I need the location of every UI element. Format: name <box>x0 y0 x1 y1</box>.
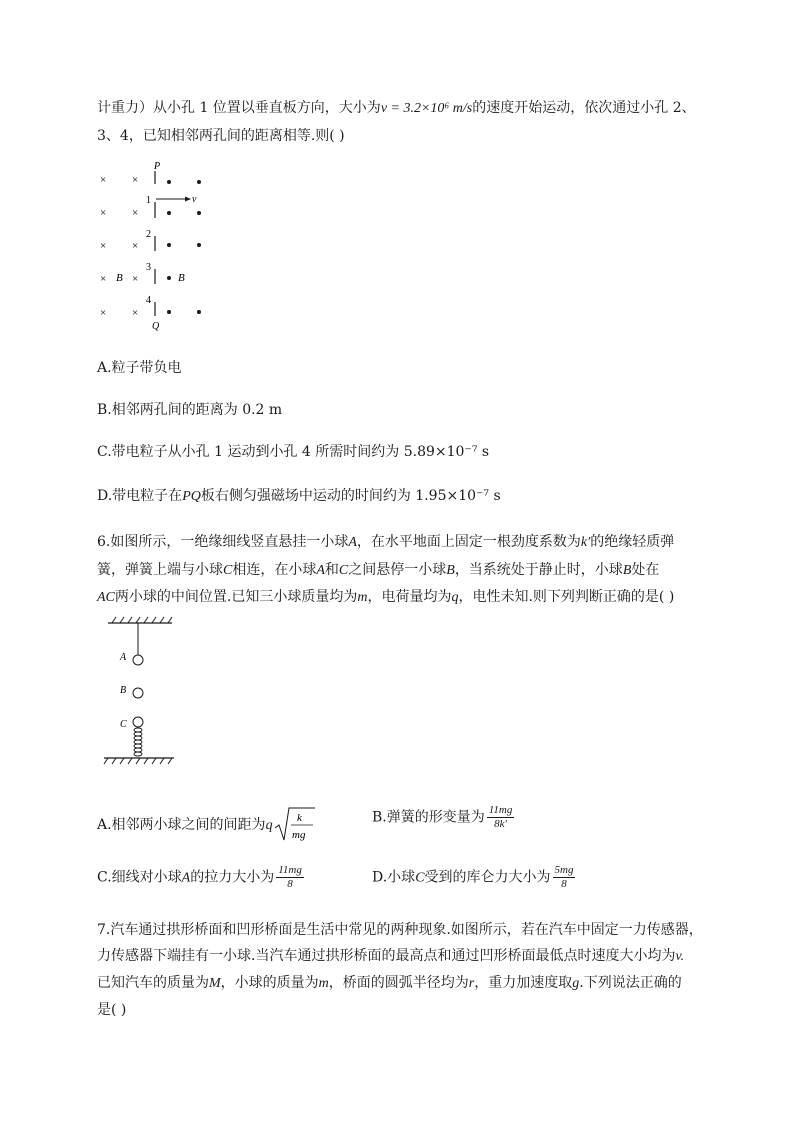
label-b-left: B <box>116 272 123 284</box>
q6-option-d-var: C <box>415 870 425 886</box>
q6-stem-line-2 <box>97 560 659 581</box>
q6-text: 6.如图所示，一绝缘细线竖直悬挂一小球 <box>97 534 349 550</box>
q6-option-d-text: D.小球 <box>372 869 416 886</box>
field-dot <box>167 276 171 280</box>
fraction-numerator: 11mg <box>488 804 513 816</box>
q6-text: 簧，弹簧上端与小球 <box>97 562 223 578</box>
q6-text: ，当系统处于静止时，小球 <box>454 562 623 578</box>
fraction <box>276 864 304 891</box>
q5-option-a: A.粒子带负电 <box>97 360 182 376</box>
ball-b <box>133 688 143 698</box>
q6-text: 两小球的中间位置.已知三小球质量均为 <box>114 589 358 605</box>
field-dot <box>167 180 171 184</box>
q6-option-c-text: 的拉力大小为 <box>190 869 275 886</box>
cross-mark: × <box>100 207 107 219</box>
sqrt-sign <box>273 806 317 844</box>
q7-var: m <box>318 976 329 991</box>
q5-option-d <box>97 486 501 507</box>
q5-option-d-plate: PQ <box>182 489 201 504</box>
q6-option-b-text: B.弹簧的形变量为 <box>372 809 485 826</box>
q7-text: 已知汽车的质量为 <box>97 975 209 991</box>
q6-text: 和 <box>324 562 339 578</box>
q6-var: B <box>622 563 632 578</box>
q6-option-b <box>372 804 514 831</box>
field-dot <box>167 310 171 314</box>
q5-stem-text: 计重力）从小孔 1 位置以垂直板方向，大小为 <box>97 100 381 116</box>
q6-var: A <box>348 535 357 550</box>
q7-var: g <box>572 976 580 991</box>
q6-text: 之间悬停一小球 <box>348 562 447 578</box>
q6-stem-line-3 <box>97 587 674 608</box>
cross-mark: × <box>100 174 107 186</box>
q7-var: v. <box>675 949 685 964</box>
q6-option-c <box>97 864 304 891</box>
hole-label-2: 2 <box>146 229 151 240</box>
q6-option-c-var: A <box>181 870 191 886</box>
q7-text: .下列说法正确的 <box>579 975 682 991</box>
fraction-denominator: 8 <box>561 878 567 890</box>
q7-text: ，重力加速度取 <box>474 975 573 991</box>
q6-text: ，电荷量均为 <box>367 589 452 605</box>
ball-c <box>133 717 143 727</box>
label-p: P <box>154 161 161 172</box>
field-dot <box>167 243 171 247</box>
q5-magnetic-field-figure <box>95 158 225 338</box>
cross-mark: × <box>132 207 139 219</box>
q5-stem-line-1 <box>97 98 696 119</box>
q5-stem-line-2: 3、4，已知相邻两孔间的距离相等.则( ) <box>97 128 345 144</box>
q6-var: B <box>446 563 455 578</box>
q6-text: 的绝缘轻质弹 <box>590 534 675 550</box>
field-dot <box>197 310 201 314</box>
fraction-numerator: 11mg <box>278 864 302 876</box>
label-b-right: B <box>178 272 185 284</box>
cross-mark: × <box>132 240 139 252</box>
q5-option-d-text: D.带电粒子在 <box>97 488 183 504</box>
label-q: Q <box>152 321 160 332</box>
field-dot <box>197 243 201 247</box>
velocity-arrow-head <box>185 197 191 202</box>
cross-mark: × <box>132 273 139 285</box>
cross-mark: × <box>100 273 107 285</box>
q7-text: ，桥面的圆弧半径均为 <box>328 975 469 991</box>
q7-text: 力传感器下端挂有一小球.当汽车通过拱形桥面的最高点和通过凹形桥面最低点时速度大小均为 <box>97 948 676 964</box>
spring <box>134 728 142 756</box>
q7-stem-line-4: 是( ) <box>97 1002 127 1018</box>
q6-var: m <box>357 590 368 605</box>
hole-label-4: 4 <box>146 295 151 306</box>
q7-stem-line-1: 7.汽车通过拱形桥面和凹形桥面是生活中常见的两种现象.如图所示，若在汽车中固定一力传感器， <box>97 922 703 938</box>
q6-text: 处在 <box>631 562 660 578</box>
label-ball-a: A <box>120 652 127 663</box>
q6-text: ，在水平地面上固定一根劲度系数为 <box>356 534 581 550</box>
q6-text: 相连，在小球 <box>232 562 317 578</box>
q6-option-a <box>97 806 317 844</box>
field-dot <box>167 211 171 215</box>
q6-var: q <box>451 590 459 605</box>
cross-mark: × <box>132 174 139 186</box>
label-v: v <box>192 194 197 205</box>
q6-var: A <box>316 563 325 578</box>
ground-hatch <box>104 758 172 764</box>
field-dot <box>197 211 201 215</box>
ceiling-hatch <box>112 617 172 623</box>
q6-option-d <box>372 864 575 891</box>
q6-option-c-text: C.细线对小球 <box>97 869 182 886</box>
sqrt-expression <box>273 806 317 844</box>
q6-var: C <box>338 563 349 578</box>
q7-var: r <box>468 976 475 991</box>
fraction-numerator: 5mg <box>554 864 574 876</box>
fraction-denominator: 8 <box>287 878 293 890</box>
q6-text: ，电性未知.则下列判断正确的是( ) <box>458 589 675 605</box>
q6-option-a-var: q <box>265 818 273 833</box>
q7-stem-line-3 <box>97 973 682 994</box>
q5-option-d-text: 板右侧匀强磁场中运动的时间约为 1.95×10⁻⁷ s <box>200 488 501 504</box>
q7-text: ，小球的质量为 <box>220 975 319 991</box>
sqrt-numerator: k <box>296 812 302 824</box>
cross-mark: × <box>132 307 139 319</box>
q5-option-b: B.相邻两孔间的距离为 0.2 m <box>97 402 283 418</box>
cross-mark: × <box>100 307 107 319</box>
q6-var: AC <box>97 590 115 605</box>
q5-stem-text: 的速度开始运动，依次通过小孔 2、 <box>472 100 696 116</box>
fraction <box>553 864 576 891</box>
ball-a <box>133 655 143 665</box>
q6-var: k′ <box>580 535 591 550</box>
q7-var: M <box>209 976 221 991</box>
fraction-denominator: 8k′ <box>494 818 507 830</box>
hole-label-1: 1 <box>146 195 151 206</box>
q5-velocity-formula: v = 3.2×10⁶ m/s <box>380 101 473 116</box>
fraction <box>487 804 515 831</box>
field-dot <box>197 180 201 184</box>
q6-spring-balls-figure <box>100 615 180 770</box>
cross-mark: × <box>100 240 107 252</box>
q6-option-a-text: A.相邻两小球之间的间距为 <box>97 817 266 833</box>
label-ball-b: B <box>120 685 127 696</box>
q6-var: C <box>223 563 233 578</box>
sqrt-denominator: mg <box>291 829 306 841</box>
label-ball-c: C <box>120 719 127 730</box>
hole-label-3: 3 <box>146 262 151 273</box>
q7-stem-line-2 <box>97 946 684 967</box>
q5-option-c: C.带电粒子从小孔 1 运动到小孔 4 所需时间约为 5.89×10⁻⁷ s <box>97 444 490 460</box>
q6-option-d-text: 受到的库仑力大小为 <box>424 869 551 886</box>
q6-stem-line-1 <box>97 532 674 553</box>
